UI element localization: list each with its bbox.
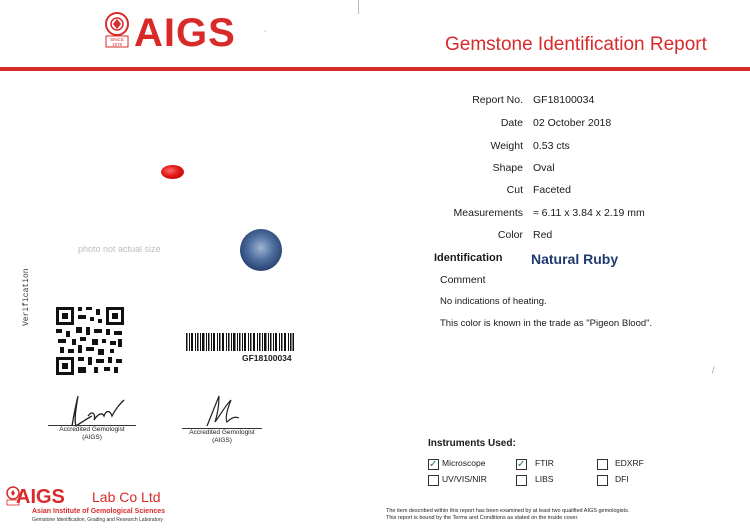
stray-mark: ` bbox=[264, 30, 267, 39]
comment-line-1: No indications of heating. bbox=[440, 296, 547, 307]
value-date: 02 October 2018 bbox=[533, 117, 612, 129]
verification-label: Verification bbox=[22, 268, 31, 326]
qr-code-icon[interactable] bbox=[54, 305, 126, 377]
comment-line-2: This color is known in the trade as "Pigeon Blood". bbox=[440, 318, 653, 329]
page-title: Gemstone Identification Report bbox=[445, 34, 707, 55]
label-cut: Cut bbox=[506, 184, 523, 196]
signatory-org-2: (AIGS) bbox=[212, 437, 232, 444]
barcode-icon bbox=[186, 333, 294, 351]
value-shape: Oval bbox=[533, 162, 555, 174]
disclaimer-line-2: This report is bound by the Terms and Conditions as stated on the inside cover. bbox=[386, 515, 579, 521]
checkbox-uv-vis-nir[interactable] bbox=[428, 475, 439, 486]
aigs-seal-icon bbox=[104, 12, 130, 48]
header-divider bbox=[0, 67, 750, 71]
check-icon: ✓ bbox=[429, 459, 438, 470]
checkbox-dfi[interactable] bbox=[597, 475, 608, 486]
label-report-no: Report No. bbox=[472, 94, 523, 106]
footer-disclaimer bbox=[386, 508, 629, 522]
label-edxrf: EDXRF bbox=[615, 458, 644, 468]
value-report-no: GF18100034 bbox=[533, 94, 595, 106]
check-icon: ✓ bbox=[517, 459, 526, 470]
signature-2 bbox=[197, 392, 247, 430]
label-comment: Comment bbox=[440, 274, 486, 286]
instruments-title: Instruments Used: bbox=[428, 438, 516, 449]
hologram-seal-icon bbox=[240, 229, 282, 271]
footer-logo: AIGS bbox=[16, 486, 65, 508]
value-weight: 0.53 cts bbox=[533, 140, 570, 152]
signatory-title-1: Accredited Gemologist bbox=[59, 426, 125, 433]
value-identification: Natural Ruby bbox=[531, 251, 619, 267]
signatory-title-2: Accredited Gemologist bbox=[189, 429, 255, 436]
label-uv-vis-nir: UV/VIS/NIR bbox=[442, 474, 487, 484]
photo-note: photo not actual size bbox=[78, 244, 161, 254]
label-libs: LIBS bbox=[535, 474, 554, 484]
checkbox-ftir[interactable] bbox=[516, 459, 527, 470]
page-mark bbox=[358, 0, 359, 14]
footer-lab-name: Lab Co Ltd bbox=[92, 489, 161, 505]
checkbox-edxrf[interactable] bbox=[597, 459, 608, 470]
aigs-logo: AIGS bbox=[134, 11, 236, 55]
label-identification: Identification bbox=[434, 252, 503, 264]
label-weight: Weight bbox=[490, 140, 523, 152]
label-ftir: FTIR bbox=[535, 458, 554, 468]
checkbox-libs[interactable] bbox=[516, 475, 527, 486]
label-color: Color bbox=[497, 229, 523, 241]
badge-since: SINCE bbox=[110, 37, 124, 42]
label-measurements: Measurements bbox=[453, 207, 523, 219]
value-measurements: ≈ 6.11 x 3.84 x 2.19 mm bbox=[533, 207, 645, 219]
signatory-org-1: (AIGS) bbox=[82, 434, 102, 441]
footer-institute: Asian Institute of Gemological Sciences bbox=[32, 508, 166, 515]
barcode-number: GF18100034 bbox=[242, 353, 292, 363]
disclaimer-line-1: The item described within this report has been examined by at least two qualified AIGS gemologists. bbox=[386, 508, 630, 514]
value-color: Red bbox=[533, 229, 553, 241]
checkbox-microscope[interactable] bbox=[428, 459, 439, 470]
label-microscope: Microscope bbox=[442, 458, 486, 468]
label-date: Date bbox=[500, 117, 523, 129]
label-shape: Shape bbox=[492, 162, 523, 174]
stray-mark-2: / bbox=[712, 365, 715, 375]
footer-institute-sub: Gemstone Identification, Grading and Research Laboratory bbox=[32, 517, 163, 523]
value-cut: Faceted bbox=[533, 184, 571, 196]
badge-year: 1978 bbox=[111, 42, 123, 47]
label-dfi: DFI bbox=[615, 474, 629, 484]
gemstone-photo bbox=[161, 165, 184, 179]
